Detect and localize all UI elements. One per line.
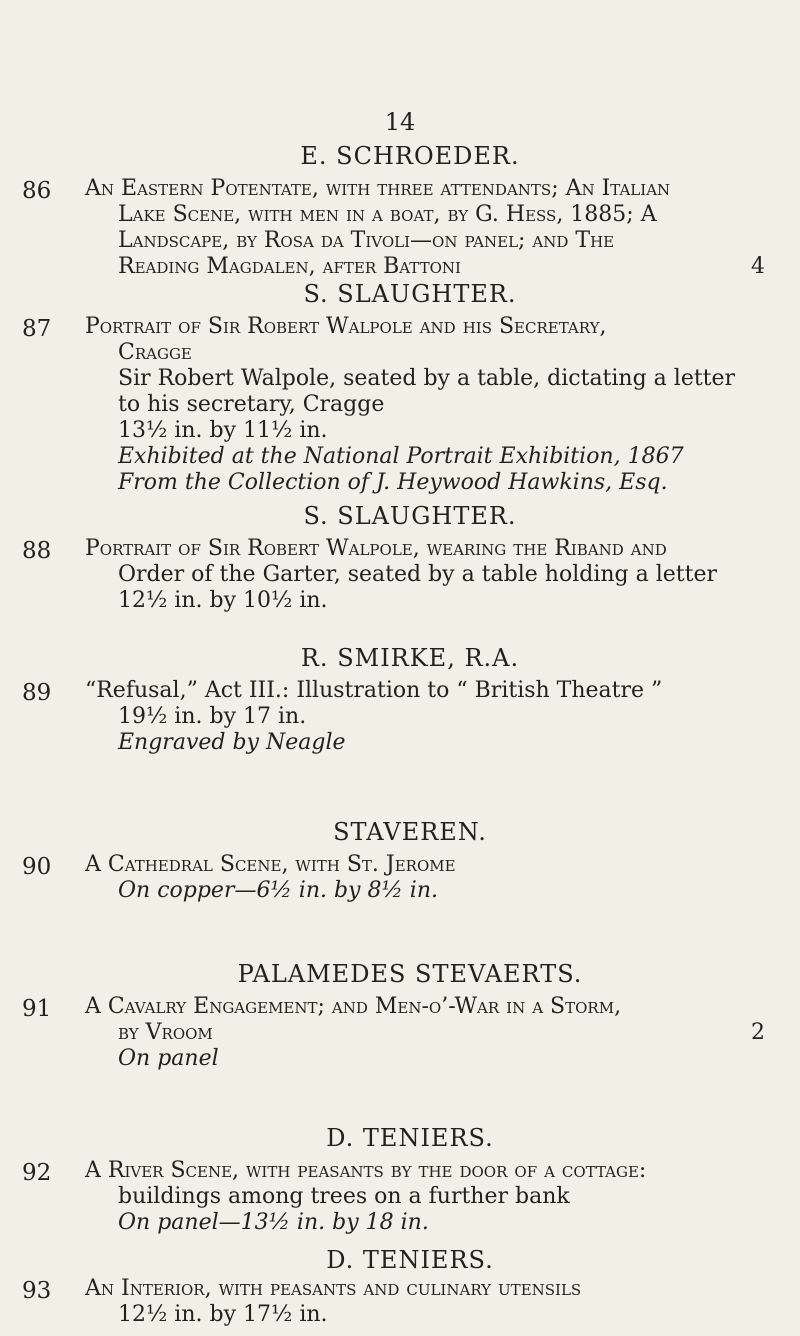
lot-number: 89 — [22, 680, 52, 706]
artist-name: STAVEREN. — [333, 818, 487, 846]
exhibition-note: Exhibited at the National Portrait Exhibition, 1867 — [118, 444, 684, 469]
description-line: Reading Magdalen, after Battoni — [118, 254, 461, 279]
lot-number: 86 — [22, 178, 52, 204]
description-line: by Vroom — [118, 1020, 213, 1045]
description-line: A Cavalry Engagement; and Men-o’-War in a Storm, — [85, 994, 622, 1019]
dimensions: 13½ in. by 11½ in. — [118, 418, 328, 443]
artist-name: D. TENIERS. — [326, 1124, 494, 1152]
lot-number: 92 — [22, 1160, 52, 1186]
provenance-note: From the Collection of J. Heywood Hawkins, Esq. — [118, 470, 668, 495]
description-line: Cragge — [118, 340, 192, 365]
medium-dimensions: On copper—6½ in. by 8½ in. — [118, 878, 438, 903]
lot-number: 90 — [22, 854, 52, 880]
description-line: An Eastern Potentate, with three attendants; An Italian — [85, 176, 671, 201]
description-line: Portrait of Sir Robert Walpole, wearing the Riband and — [85, 536, 667, 561]
dimensions: 12½ in. by 10½ in. — [118, 588, 328, 613]
page-number: 14 — [384, 108, 416, 136]
artist-name: E. SCHROEDER. — [300, 142, 520, 170]
dimensions: 19½ in. by 17 in. — [118, 704, 307, 729]
lot-number: 87 — [22, 316, 52, 342]
medium: On panel — [118, 1046, 219, 1071]
lot-count: 4 — [751, 254, 765, 279]
artist-name: R. SMIRKE, R.A. — [300, 644, 520, 672]
engraver-note: Engraved by Neagle — [118, 730, 346, 755]
description-line: Landscape, by Rosa da Tivoli—on panel; and The — [118, 228, 615, 253]
artist-name: PALAMEDES STEVAERTS. — [237, 960, 583, 988]
lot-number: 93 — [22, 1278, 52, 1304]
medium-dimensions: On panel—13½ in. by 18 in. — [118, 1210, 429, 1235]
artist-name: S. SLAUGHTER. — [303, 280, 517, 308]
lot-count: 2 — [751, 1020, 765, 1045]
artist-name: D. TENIERS. — [326, 1246, 494, 1274]
description-line: A River Scene, with peasants by the door of a cottage: — [85, 1158, 647, 1183]
description-line: Lake Scene, with men in a boat, by G. Hess, 1885; A — [118, 202, 657, 227]
lot-number: 91 — [22, 996, 52, 1022]
description-line: buildings among trees on a further bank — [118, 1184, 570, 1209]
description-line: to his secretary, Cragge — [118, 392, 385, 417]
description-line: Sir Robert Walpole, seated by a table, dictating a letter — [118, 366, 736, 391]
description-line: A Cathedral Scene, with St. Jerome — [85, 852, 456, 877]
dimensions: 12½ in. by 17½ in. — [118, 1302, 328, 1327]
description-line: “Refusal,” Act III.: Illustration to “ British Theatre ” — [85, 678, 663, 703]
description-line: Portrait of Sir Robert Walpole and his Secretary, — [85, 314, 607, 339]
lot-number: 88 — [22, 538, 52, 564]
description-line: Order of the Garter, seated by a table holding a letter — [118, 562, 717, 587]
description-line: An Interior, with peasants and culinary utensils — [85, 1276, 582, 1301]
artist-name: S. SLAUGHTER. — [303, 502, 517, 530]
